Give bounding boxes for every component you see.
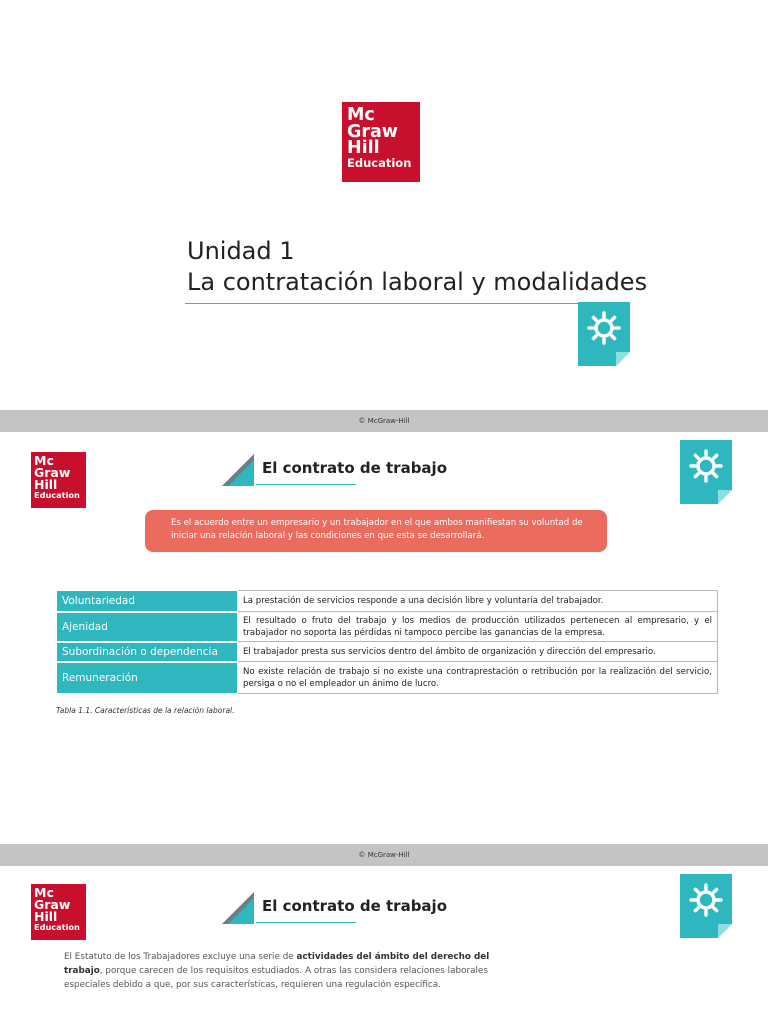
table-value: No existe relación de trabajo si no existe una contraprestación o retribución por la realización del servicio, persiga o no el empleador un ánimo de lucro. [238,662,718,694]
triangle-accent-icon [222,892,258,924]
table-row [57,591,718,612]
definition-callout: Es el acuerdo entre un empresario y un trabajador en el que ambos manifiestan su voluntad de iniciar una relación laboral y las condiciones en que esta se desarrollará. [145,510,607,552]
table-value: La prestación de servicios responde a una decisión libre y voluntaria del trabajador. [238,591,718,612]
section-heading: El contrato de trabajo [222,892,482,926]
table-value: El trabajador presta sus servicios dentro del ámbito de organización y dirección del empresario. [238,642,718,662]
exclusions-paragraph: El Estatuto de los Trabajadores excluye una serie de actividades del ámbito del derecho del trabajo, porque carecen de los requisitos estudiados. A otras las considera relaciones laborales especiales debido a que, por sus características, requieren una regulación específica. [64,952,490,990]
table-value: El resultado o fruto del trabajo y los medios de producción utilizados pertenecen al empresario, y el trabajador no soporta las pérdidas ni tampoco percibe las ganancias de la empresa. [238,612,718,642]
labor-relation-table [56,590,718,695]
table-row [57,642,718,662]
contract-definition-slide [0,432,768,816]
section-heading: El contrato de trabajo [222,454,482,488]
mcgraw-hill-logo: Mc Graw Hill Education [31,884,86,940]
mcgraw-hill-logo: Mc Graw Hill Education [342,102,420,182]
table-row [57,662,718,694]
slide-title [187,236,647,298]
table-caption: Tabla 1.1. Características de la relación laboral. [56,706,235,715]
unit-title: La contratación laboral y modalidades [187,268,648,296]
table-key: Ajenidad [57,612,238,642]
triangle-accent-icon [222,454,258,486]
slide-footer: © McGraw-Hill [0,410,768,432]
table-key: Subordinación o dependencia [57,642,238,662]
title-slide [0,0,768,410]
table-row [57,612,718,642]
gear-document-icon [578,302,630,366]
table-key: Voluntariedad [57,591,238,612]
slide-footer: © McGraw-Hill [0,844,768,866]
gear-document-icon [680,440,732,504]
unit-label: Unidad 1 [187,237,295,265]
mcgraw-hill-logo: Mc Graw Hill Education [31,452,86,508]
gear-document-icon [680,874,732,938]
table-key: Remuneración [57,662,238,694]
exclusions-slide [0,866,768,1024]
title-divider [185,303,580,304]
